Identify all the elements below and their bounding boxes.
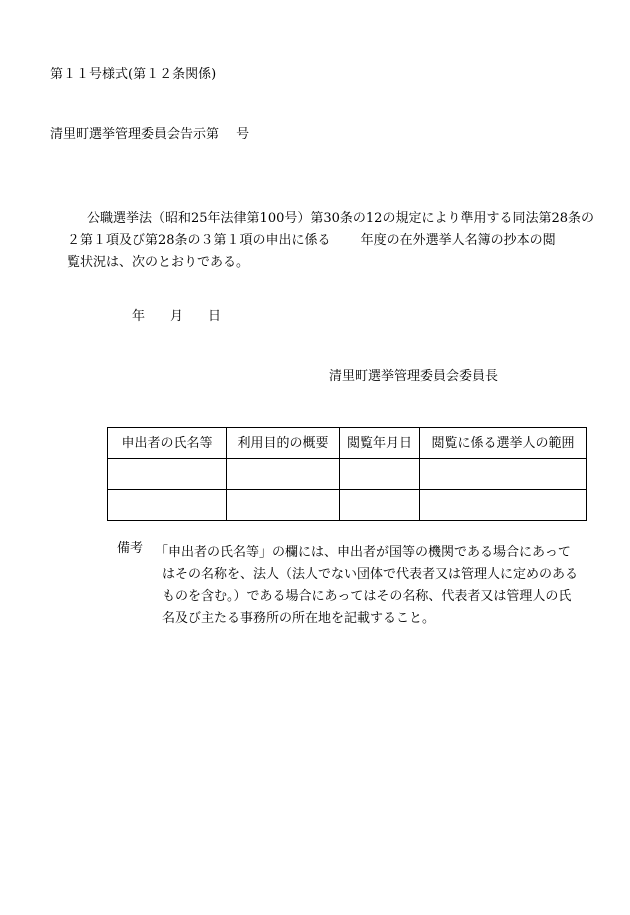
date-day: 日 <box>208 309 222 324</box>
table-cell <box>340 459 420 490</box>
inspection-records-table <box>107 427 587 521</box>
body-line: ２第１項及び第28条の３第１項の申出に係る 年度の在外選挙人名簿の抄本の閲 <box>67 233 556 248</box>
date-month: 月 <box>170 309 184 324</box>
body-line: 公職選挙法（昭和25年法律第100号）第30条の12の規定により準用する同法第28条の <box>87 211 594 226</box>
header-elector-range: 閲覧に係る選挙人の範囲 <box>420 428 587 459</box>
remarks-line: 名及び主たる事務所の所在地を記載すること。 <box>162 611 436 626</box>
body-paragraph <box>67 208 595 274</box>
remarks-line: 「申出者の氏名等」の欄には、申出者が国等の機関である場合にあって <box>155 545 571 560</box>
notice-title: 清里町選挙管理委員会告示第 号 <box>50 127 250 142</box>
remarks-label: 備考 <box>117 541 144 556</box>
table-cell <box>420 459 587 490</box>
table-row <box>108 459 587 490</box>
remarks-line: ものを含む。）である場合にあってはその名称、代表者又は管理人の氏 <box>162 589 572 604</box>
table-cell <box>108 490 227 521</box>
table-cell <box>340 490 420 521</box>
header-applicant-name: 申出者の氏名等 <box>108 428 227 459</box>
remarks-line: はその名称を、法人（法人でない団体で代表者又は管理人に定めのある <box>162 567 579 582</box>
header-inspection-date: 閲覧年月日 <box>340 428 420 459</box>
table-cell <box>227 490 340 521</box>
commissioner-signature: 清里町選挙管理委員会委員長 <box>329 369 499 384</box>
table-row <box>108 490 587 521</box>
table-cell <box>420 490 587 521</box>
table-cell <box>108 459 227 490</box>
header-purpose-summary: 利用目的の概要 <box>227 428 340 459</box>
table-cell <box>227 459 340 490</box>
form-number: 第１１号様式(第１２条関係) <box>50 67 217 82</box>
date-year: 年 <box>132 309 146 324</box>
remarks-text <box>155 542 595 630</box>
table-header-row <box>108 428 587 459</box>
body-line: 覧状況は、次のとおりである。 <box>67 255 250 270</box>
date-line <box>132 310 221 323</box>
